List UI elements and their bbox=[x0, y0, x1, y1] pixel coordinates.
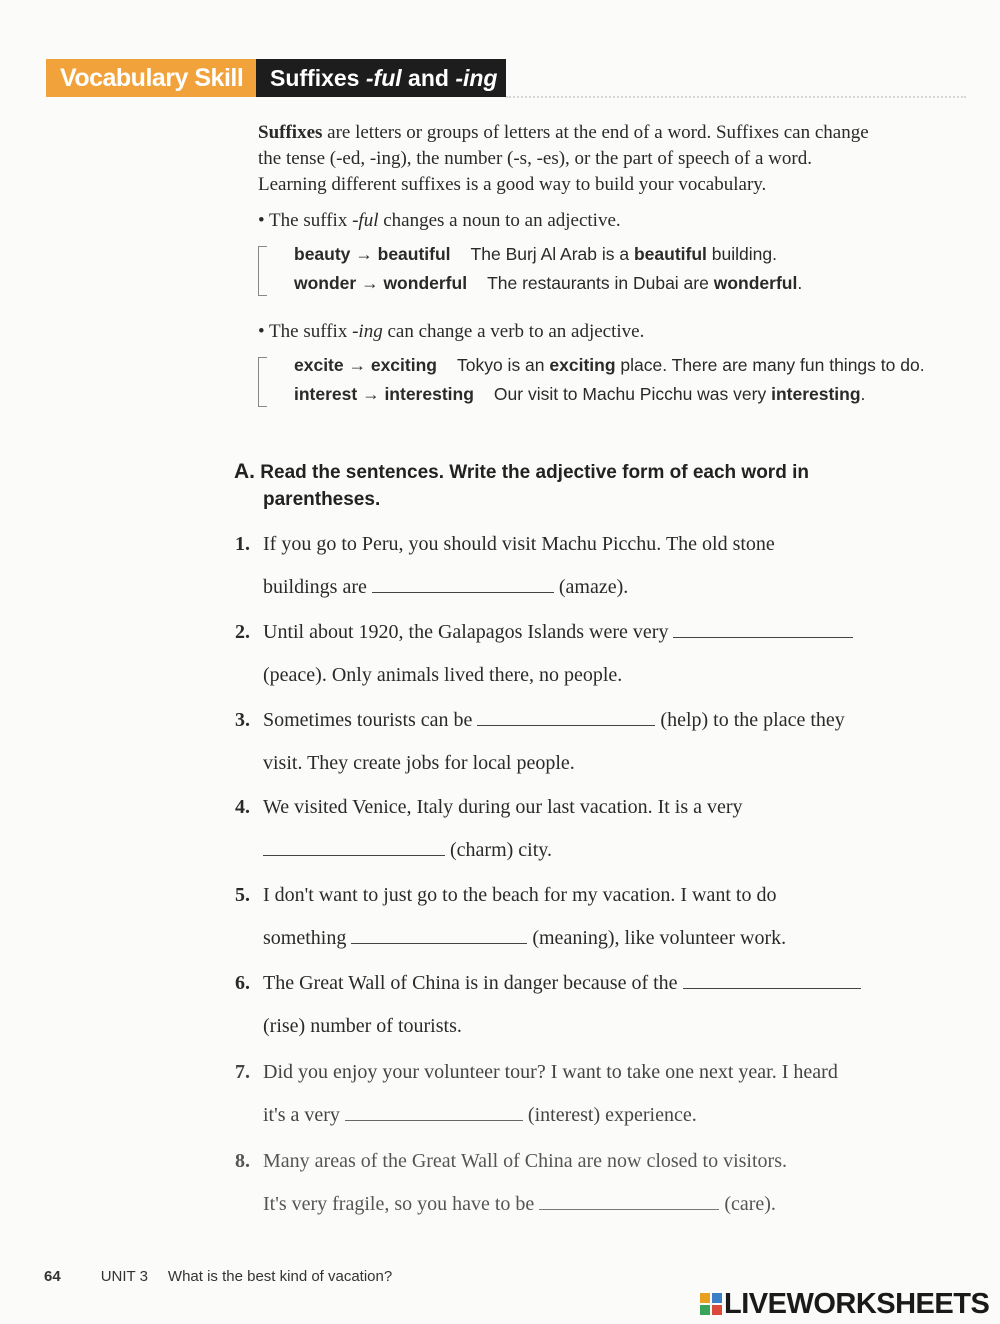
answer-blank[interactable] bbox=[477, 709, 655, 726]
question-2-line-1 bbox=[263, 618, 853, 646]
rule-ful-suffix: -ful bbox=[352, 210, 379, 231]
title-suffix-ing: -ing bbox=[455, 65, 498, 91]
title-mid: and bbox=[401, 65, 456, 91]
answer-blank[interactable] bbox=[673, 621, 853, 638]
rule-ing-text: can change a verb to an adjective. bbox=[382, 321, 645, 342]
question-hint: (charm) city. bbox=[445, 839, 552, 861]
answer-blank[interactable] bbox=[372, 576, 554, 593]
example-bracket bbox=[258, 357, 267, 407]
example-sentence-end: building. bbox=[706, 244, 777, 264]
question-5-line-1: I don't want to just go to the beach for my vacation. I want to do bbox=[263, 884, 777, 906]
question-3-line-2: visit. They create jobs for local people. bbox=[263, 752, 575, 774]
example-exciting bbox=[294, 351, 925, 380]
rule-ful-text: changes a noun to an adjective. bbox=[378, 210, 621, 231]
example-wonderful bbox=[294, 269, 802, 298]
answer-blank[interactable] bbox=[683, 972, 861, 989]
example-bracket bbox=[258, 246, 267, 296]
question-number: 7. bbox=[235, 1061, 250, 1083]
logo-text: LIVEWORKSHEETS bbox=[724, 1288, 990, 1320]
question-number: 6. bbox=[235, 972, 250, 994]
rule-ing bbox=[258, 319, 644, 345]
title-prefix: Suffixes bbox=[270, 65, 366, 91]
liveworksheets-logo bbox=[700, 1288, 989, 1321]
question-hint: (care). bbox=[719, 1193, 776, 1215]
question-8-line-2 bbox=[263, 1190, 776, 1218]
instruction-line-2: parentheses. bbox=[263, 489, 381, 510]
example-keyword: beautiful bbox=[633, 244, 707, 264]
unit-label: UNIT 3 bbox=[100, 1268, 148, 1285]
question-5-line-2 bbox=[263, 924, 786, 952]
rule-ful-prefix: • The suffix bbox=[258, 210, 353, 231]
question-8-line-1: Many areas of the Great Wall of China are now closed to visitors. bbox=[263, 1150, 787, 1172]
example-sentence-start: The Burj Al Arab is a bbox=[470, 244, 634, 264]
term-suffixes: Suffixes bbox=[258, 122, 323, 143]
question-hint: (interest) experience. bbox=[522, 1104, 697, 1126]
question-number: 1. bbox=[235, 533, 250, 555]
rule-ing-prefix: • The suffix bbox=[258, 321, 353, 342]
exercise-letter: A. bbox=[234, 460, 255, 483]
title-suffix-ful: -ful bbox=[365, 65, 402, 91]
instruction-line-1 bbox=[234, 458, 854, 486]
answer-blank[interactable] bbox=[539, 1193, 719, 1210]
question-7-line-2 bbox=[263, 1101, 697, 1129]
question-6-line-2: (rise) number of tourists. bbox=[263, 1015, 462, 1037]
example-sentence-end: place. There are many fun things to do. bbox=[615, 355, 925, 375]
question-text: Sometimes tourists can be bbox=[263, 709, 478, 731]
example-pair: excite → exciting bbox=[294, 355, 437, 375]
intro-paragraph bbox=[258, 120, 958, 198]
answer-blank[interactable] bbox=[345, 1104, 523, 1121]
question-2-line-2: (peace). Only animals lived there, no people. bbox=[263, 664, 623, 686]
example-beautiful bbox=[294, 240, 777, 269]
section-title bbox=[256, 59, 506, 97]
page-footer bbox=[44, 1268, 392, 1285]
intro-line-1-text: are letters or groups of letters at the end of a word. Suffixes can change bbox=[322, 122, 869, 143]
answer-blank[interactable] bbox=[351, 927, 527, 944]
intro-line-1 bbox=[258, 120, 958, 146]
question-4-line-1: We visited Venice, Italy during our last vacation. It is a very bbox=[263, 796, 743, 818]
question-number: 5. bbox=[235, 884, 250, 906]
answer-blank[interactable] bbox=[263, 839, 445, 856]
page-number: 64 bbox=[44, 1268, 61, 1285]
question-text: buildings are bbox=[263, 576, 372, 598]
rule-ing-suffix: -ing bbox=[352, 321, 383, 342]
question-hint: (meaning), like volunteer work. bbox=[527, 927, 787, 949]
vocabulary-skill-tag: Vocabulary Skill bbox=[46, 59, 256, 97]
example-keyword: wonderful bbox=[713, 273, 798, 293]
intro-line-2: the tense (-ed, -ing), the number (-s, -es), or the part of speech of a word. bbox=[258, 148, 812, 169]
question-7-line-1: Did you enjoy your volunteer tour? I want to take one next year. I heard bbox=[263, 1061, 838, 1083]
example-sentence-start: Tokyo is an bbox=[456, 355, 550, 375]
question-1-line-2 bbox=[263, 573, 628, 601]
example-sentence-start: The restaurants in Dubai are bbox=[487, 273, 714, 293]
question-text: Until about 1920, the Galapagos Islands were very bbox=[263, 621, 674, 643]
example-sentence-end: . bbox=[797, 273, 803, 293]
question-hint: (help) to the place they bbox=[655, 709, 845, 731]
question-text: It's very fragile, so you have to be bbox=[263, 1193, 540, 1215]
question-6-line-1 bbox=[263, 969, 861, 997]
question-4-line-2 bbox=[263, 836, 552, 864]
question-number: 2. bbox=[235, 621, 250, 643]
question-text: The Great Wall of China is in danger because of the bbox=[263, 972, 683, 994]
exercise-instructions bbox=[234, 458, 854, 513]
example-pair: interest → interesting bbox=[294, 384, 474, 404]
unit-title: What is the best kind of vacation? bbox=[167, 1268, 393, 1285]
question-text: it's a very bbox=[263, 1104, 345, 1126]
question-text: something bbox=[263, 927, 352, 949]
instruction-text-1: Read the sentences. Write the adjective form of each word in bbox=[260, 462, 809, 483]
example-interesting bbox=[294, 380, 865, 409]
question-number: 3. bbox=[235, 709, 250, 731]
question-3-line-1 bbox=[263, 706, 845, 734]
example-pair: wonder → wonderful bbox=[294, 273, 468, 293]
example-sentence-end: . bbox=[860, 384, 866, 404]
question-1-line-1: If you go to Peru, you should visit Machu Picchu. The old stone bbox=[263, 533, 775, 555]
header-divider bbox=[506, 96, 966, 98]
example-sentence-start: Our visit to Machu Picchu was very bbox=[493, 384, 772, 404]
example-keyword: exciting bbox=[549, 355, 616, 375]
intro-line-3: Learning different suffixes is a good way to build your vocabulary. bbox=[258, 174, 767, 195]
example-pair: beauty → beautiful bbox=[294, 244, 451, 264]
question-hint: (amaze). bbox=[553, 576, 629, 598]
liveworksheets-logo-icon bbox=[700, 1293, 722, 1315]
example-keyword: interesting bbox=[771, 384, 861, 404]
rule-ful bbox=[258, 208, 621, 234]
question-number: 4. bbox=[235, 796, 250, 818]
question-number: 8. bbox=[235, 1150, 250, 1172]
